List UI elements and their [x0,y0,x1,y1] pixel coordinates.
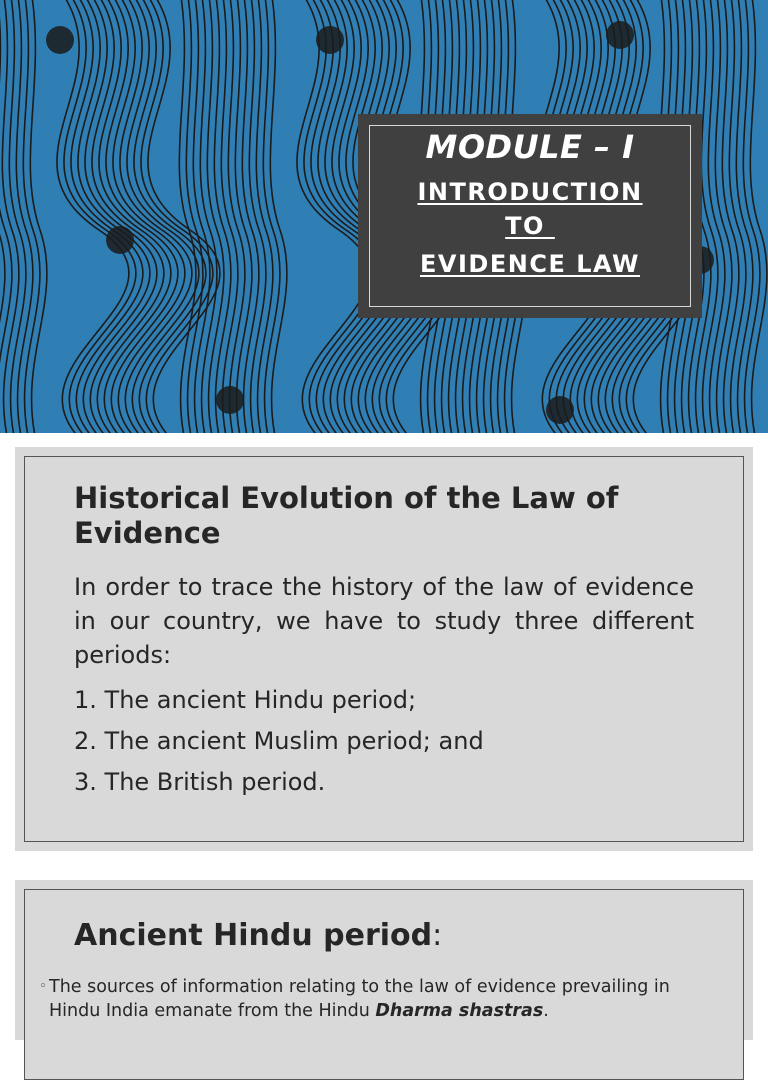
title-box-border [369,125,691,307]
subtitle-introduction: INTRODUCTION [417,178,643,206]
list-item: 1. The ancient Hindu period; [74,686,417,714]
historical-evolution-slide [15,447,753,851]
bullet-emphasis: Dharma shastras [375,1001,544,1021]
bullet-list [39,975,719,1031]
title-slide [0,0,768,433]
bullet-text: The sources of information relating to the law of evidence prevailing in Hindu India emanate from the Hindu [49,977,670,1021]
subtitle-to: TO [505,212,555,240]
slide-frame [24,456,744,842]
bullet-icon: ◦ [39,979,47,994]
periods-list [74,680,484,803]
bullet-end: . [543,1001,549,1021]
module-title: MODULE – I [425,128,635,166]
list-item [39,975,719,1023]
title-box [358,114,702,318]
heading-text: Ancient Hindu period [74,918,433,953]
slide-frame [24,889,744,1080]
slide-heading: Historical Evolution of the Law of Evidence [74,481,619,550]
ancient-hindu-period-slide [15,880,753,1040]
list-item: 3. The British period. [74,768,326,796]
slide-heading [74,918,442,954]
intro-paragraph: In order to trace the history of the law of evidence in our country, we have to study three different periods: [74,573,694,669]
heading-colon: : [432,918,443,953]
subtitle-evidence-law: EVIDENCE LAW [420,250,640,278]
list-item: 2. The ancient Muslim period; and [74,727,484,755]
